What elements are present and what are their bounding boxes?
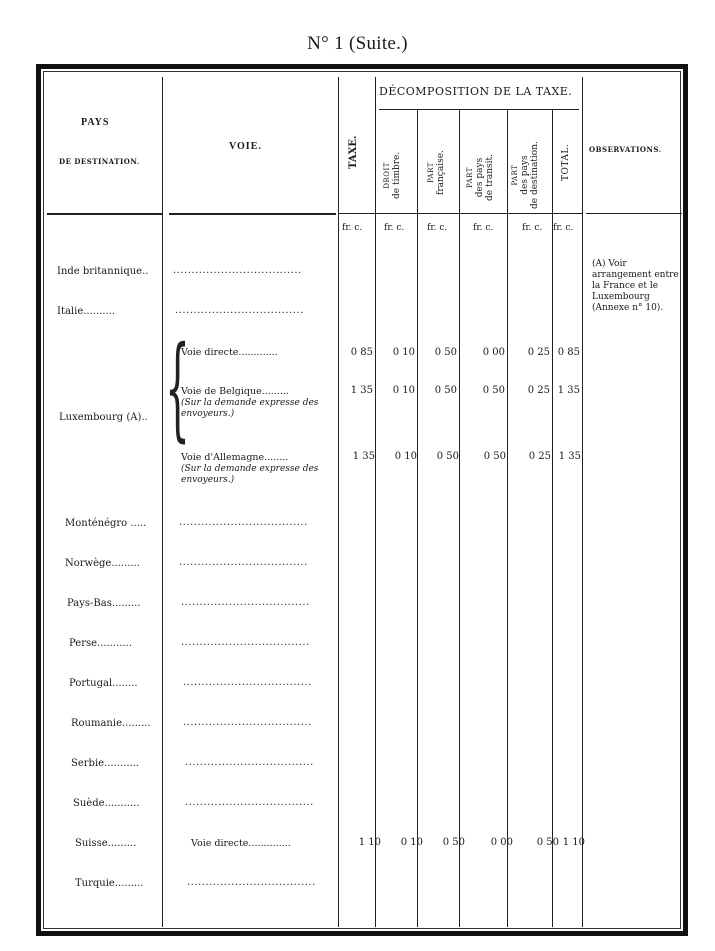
voie-dots-portugal: ...................................	[183, 677, 312, 688]
voie-dots-norvege: ...................................	[179, 557, 308, 568]
country-perse: Perse...........	[69, 638, 132, 649]
header-total: TOTAL.	[561, 143, 571, 181]
lux-belgique-part-tr: 0 50	[482, 385, 505, 396]
country-montenegro: Monténégro .....	[65, 518, 147, 529]
voie-dots-serbie: ...................................	[185, 757, 314, 768]
suisse-total: 1 10	[562, 837, 585, 848]
header-part-tr	[465, 154, 495, 201]
country-inde: Inde britannique..	[57, 266, 149, 277]
unit-part-fr: fr. c.	[427, 223, 448, 233]
header-droit	[382, 152, 402, 199]
country-italie: Italie..........	[57, 306, 116, 317]
header-part-de	[510, 141, 540, 209]
lux-allemagne-total: 1 35	[558, 451, 581, 462]
lux-directe-part-de: 0 25	[527, 347, 550, 358]
unit-total: fr. c.	[553, 223, 574, 233]
unit-part-de: fr. c.	[522, 223, 543, 233]
page-title: N° 1 (Suite.)	[307, 33, 408, 54]
header-decomposition: DÉCOMPOSITION DE LA TAXE.	[379, 85, 573, 98]
header-droit-line1: DROIT	[383, 162, 391, 189]
voie-dots-perse: ...................................	[181, 637, 310, 648]
header-rule-obs	[586, 213, 682, 214]
header-part-fr-line2: française.	[436, 150, 446, 195]
lux-belgique-total: 1 35	[557, 385, 580, 396]
country-serbie: Serbie...........	[71, 758, 140, 769]
lux-belgique-droit: 0 10	[392, 385, 415, 396]
header-voie: VOIE.	[229, 141, 262, 152]
country-turquie: Turquie.........	[75, 878, 144, 889]
voie-suisse-directe: Voie directe..............	[191, 838, 291, 849]
header-part-fr-line1: PART	[427, 162, 435, 184]
voie-dots-italie: ...................................	[175, 305, 304, 316]
header-part-de-line2: des pays	[520, 155, 530, 195]
col-rule-part-tr	[507, 109, 508, 927]
note-lux-belgique: (Sur la demande expresse des envoyeurs.)	[181, 398, 319, 419]
header-droit-line2: de timbre.	[392, 151, 402, 199]
luxembourg-brace: {	[165, 323, 190, 453]
lux-directe-part-fr: 0 50	[434, 347, 457, 358]
decomposition-rule	[379, 109, 579, 110]
observation-luxembourg: (A) Voir arrangement entre la France et le Luxembourg (Annexe n° 10).	[592, 259, 679, 313]
suisse-part-de: 0 50	[536, 837, 559, 848]
voie-lux-directe: Voie directe.............	[181, 347, 278, 358]
voie-lux-allemagne: Voie d'Allemagne........	[181, 452, 289, 463]
voie-dots-paysbas: ...................................	[181, 597, 310, 608]
col-rule-part-fr	[459, 109, 460, 927]
suisse-taxe: 1 10	[358, 837, 381, 848]
header-part-de-line3: de destination.	[530, 141, 540, 209]
header-part-tr-line2: des pays	[475, 157, 485, 198]
voie-dots-suede: ...................................	[185, 797, 314, 808]
col-rule-droit	[417, 109, 418, 927]
voie-dots-inde: ...................................	[173, 265, 302, 276]
table-frame	[36, 64, 688, 936]
header-pays: PAYS	[81, 117, 110, 128]
country-portugal: Portugal........	[69, 678, 138, 689]
header-part-tr-line1: PART	[466, 167, 474, 188]
voie-lux-belgique: Voie de Belgique.........	[181, 386, 289, 397]
country-paysbas: Pays-Bas.........	[67, 598, 141, 609]
header-part-de-line1: PART	[511, 164, 519, 186]
note-lux-allemagne: (Sur la demande expresse des envoyeurs.)	[181, 464, 319, 485]
lux-belgique-taxe: 1 35	[350, 385, 373, 396]
voie-dots-roumanie: ...................................	[183, 717, 312, 728]
header-rule-taxe	[338, 213, 582, 214]
header-part-tr-line3: de transit.	[485, 153, 495, 201]
lux-allemagne-taxe: 1 35	[352, 451, 375, 462]
voie-dots-turquie: ...................................	[187, 877, 316, 888]
lux-allemagne-droit: 0 10	[394, 451, 417, 462]
header-observations: OBSERVATIONS.	[589, 145, 662, 154]
lux-directe-total: 0 85	[557, 347, 580, 358]
col-rule-total	[582, 77, 583, 927]
country-suede: Suède...........	[73, 798, 140, 809]
lux-directe-part-tr: 0 00	[482, 347, 505, 358]
suisse-part-tr: 0 00	[490, 837, 513, 848]
lux-directe-droit: 0 10	[392, 347, 415, 358]
lux-belgique-part-de: 0 25	[527, 385, 550, 396]
country-norvege: Norwège.........	[65, 558, 140, 569]
lux-directe-taxe: 0 85	[350, 347, 373, 358]
lux-allemagne-part-tr: 0 50	[483, 451, 506, 462]
lux-belgique-part-fr: 0 50	[434, 385, 457, 396]
country-roumanie: Roumanie.........	[71, 718, 151, 729]
col-rule-voie	[338, 77, 339, 927]
suisse-part-fr: 0 50	[442, 837, 465, 848]
header-rule-voie	[169, 213, 336, 215]
lux-allemagne-part-fr: 0 50	[436, 451, 459, 462]
unit-droit: fr. c.	[384, 223, 405, 233]
unit-part-tr: fr. c.	[473, 223, 494, 233]
header-part-fr	[426, 150, 446, 195]
voie-dots-montenegro: ...................................	[179, 517, 308, 528]
col-rule-pays	[162, 77, 163, 927]
country-suisse: Suisse.........	[75, 838, 137, 849]
country-luxembourg: Luxembourg (A)..	[59, 412, 148, 423]
header-taxe: TAXE.	[348, 135, 359, 169]
unit-taxe: fr. c.	[342, 223, 363, 233]
header-destination: DE DESTINATION.	[59, 157, 140, 166]
col-rule-taxe	[375, 77, 376, 927]
suisse-droit: 0 10	[400, 837, 423, 848]
lux-allemagne-part-de: 0 25	[528, 451, 551, 462]
header-rule-pays	[47, 213, 162, 215]
